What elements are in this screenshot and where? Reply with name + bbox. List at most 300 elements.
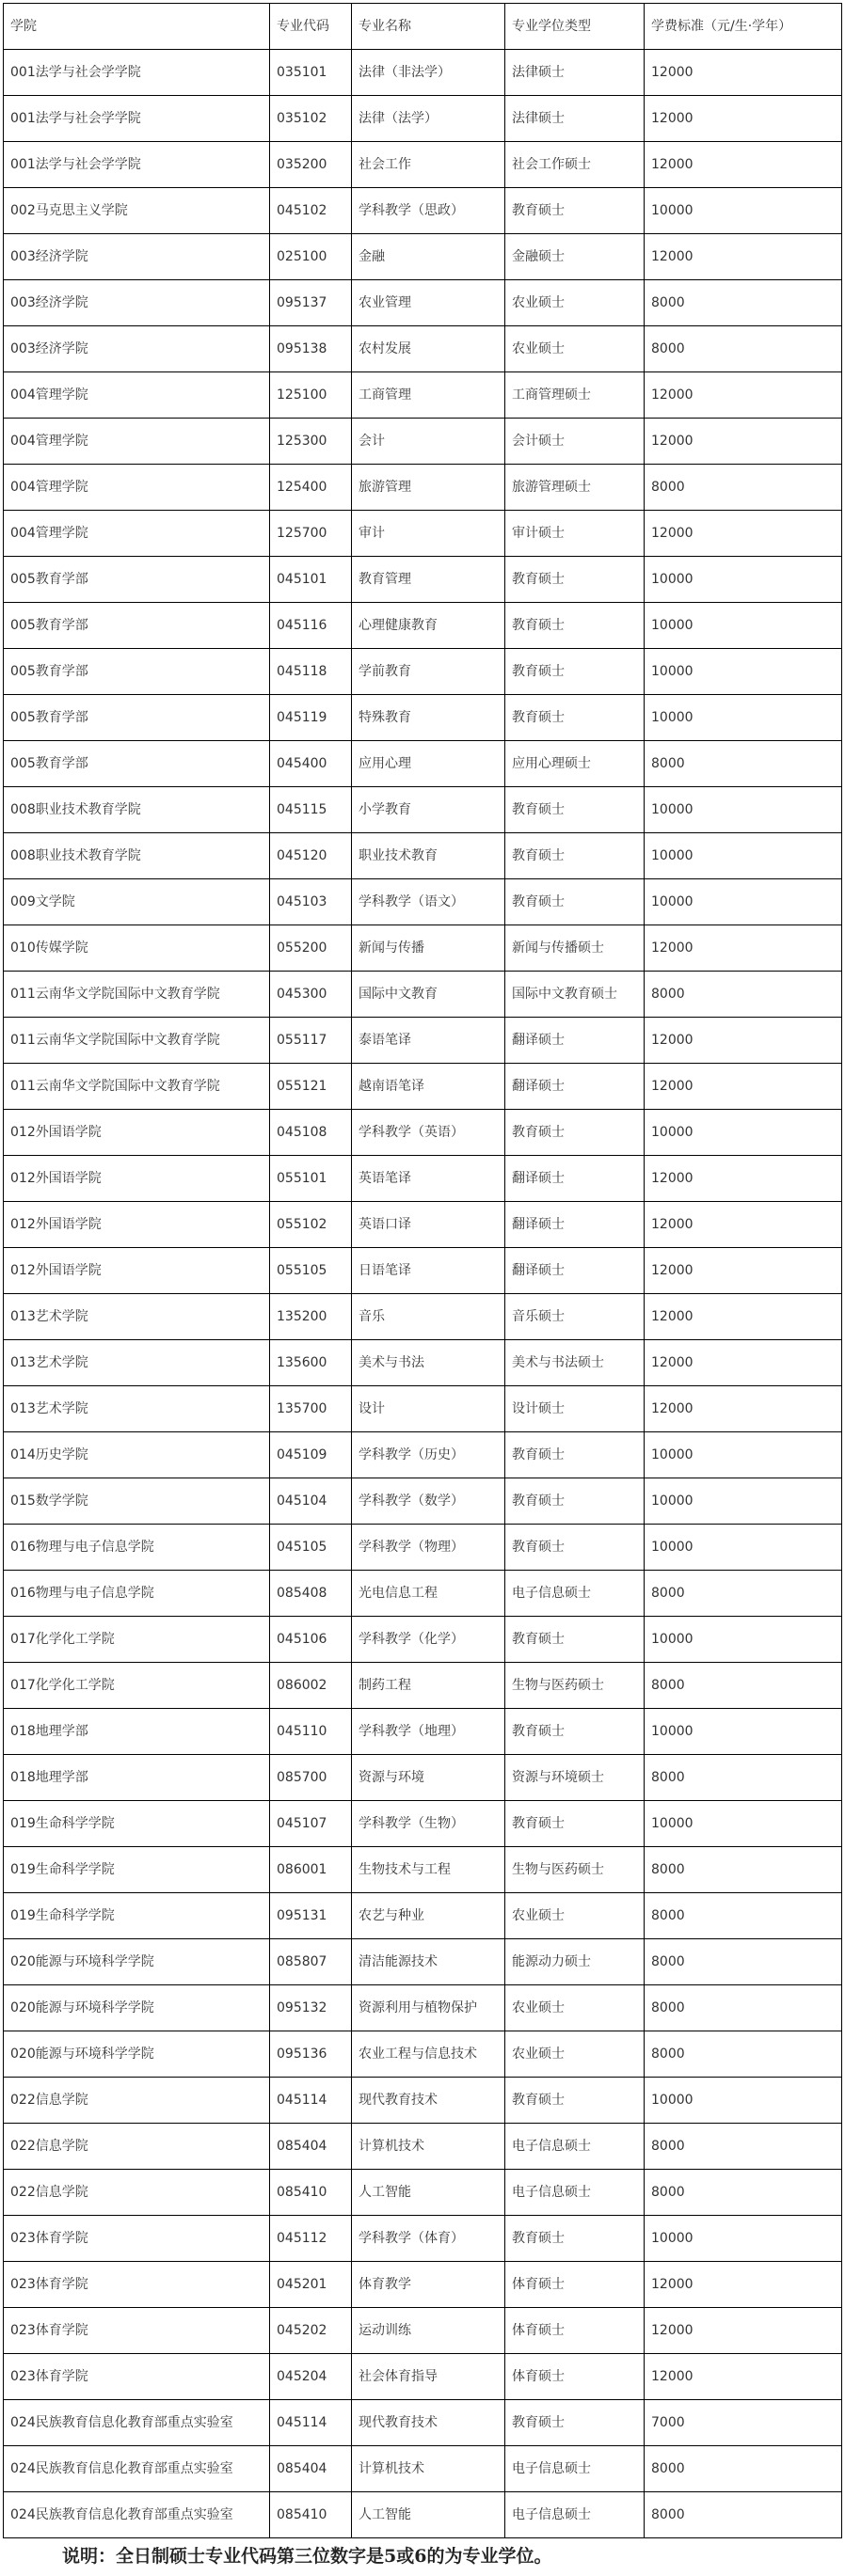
cell-major-code: 095138 [270, 326, 352, 372]
cell-major-name: 人工智能 [352, 2492, 505, 2538]
cell-college: 022信息学院 [4, 2170, 270, 2216]
cell-major-code: 085700 [270, 1755, 352, 1801]
cell-degree-type: 美术与书法硕士 [505, 1340, 645, 1386]
cell-college: 005教育学部 [4, 649, 270, 695]
table-row [4, 2031, 842, 2078]
cell-college: 001法学与社会学学院 [4, 96, 270, 142]
cell-college: 012外国语学院 [4, 1202, 270, 1248]
header-tuition-fee: 学费标准（元/生·学年） [645, 4, 842, 50]
cell-major-name: 金融 [352, 234, 505, 280]
cell-major-name: 泰语笔译 [352, 1018, 505, 1064]
table-row [4, 1755, 842, 1801]
cell-tuition-fee: 12000 [645, 2308, 842, 2354]
table-row [4, 1064, 842, 1110]
cell-degree-type: 教育硕士 [505, 1617, 645, 1663]
cell-major-name: 学科教学（化学） [352, 1617, 505, 1663]
cell-major-name: 学前教育 [352, 649, 505, 695]
cell-major-code: 045116 [270, 603, 352, 649]
cell-major-name: 体育教学 [352, 2262, 505, 2308]
cell-college: 011云南华文学院国际中文教育学院 [4, 1018, 270, 1064]
cell-college: 019生命科学学院 [4, 1893, 270, 1939]
cell-major-code: 125300 [270, 419, 352, 465]
cell-major-name: 学科教学（英语） [352, 1110, 505, 1156]
table-row [4, 1386, 842, 1432]
cell-major-code: 045119 [270, 695, 352, 741]
cell-college: 003经济学院 [4, 280, 270, 326]
cell-degree-type: 体育硕士 [505, 2262, 645, 2308]
cell-major-code: 095131 [270, 1893, 352, 1939]
cell-tuition-fee: 12000 [645, 96, 842, 142]
cell-college: 018地理学部 [4, 1709, 270, 1755]
cell-major-name: 现代教育技术 [352, 2078, 505, 2124]
cell-major-code: 135700 [270, 1386, 352, 1432]
cell-degree-type: 翻译硕士 [505, 1202, 645, 1248]
cell-major-code: 095137 [270, 280, 352, 326]
cell-degree-type: 教育硕士 [505, 1478, 645, 1525]
cell-college: 024民族教育信息化教育部重点实验室 [4, 2492, 270, 2538]
cell-tuition-fee: 8000 [645, 1571, 842, 1617]
cell-college: 009文学院 [4, 879, 270, 925]
cell-major-name: 学科教学（生物） [352, 1801, 505, 1847]
table-row [4, 96, 842, 142]
cell-tuition-fee: 10000 [645, 1432, 842, 1478]
cell-degree-type: 电子信息硕士 [505, 1571, 645, 1617]
table-row [4, 2446, 842, 2492]
cell-degree-type: 农业硕士 [505, 1893, 645, 1939]
cell-college: 013艺术学院 [4, 1294, 270, 1340]
table-row [4, 142, 842, 188]
cell-tuition-fee: 12000 [645, 1018, 842, 1064]
cell-degree-type: 教育硕士 [505, 603, 645, 649]
cell-tuition-fee: 12000 [645, 50, 842, 96]
cell-major-name: 人工智能 [352, 2170, 505, 2216]
cell-degree-type: 翻译硕士 [505, 1156, 645, 1202]
cell-degree-type: 体育硕士 [505, 2354, 645, 2400]
cell-major-code: 045120 [270, 833, 352, 879]
cell-major-code: 086002 [270, 1663, 352, 1709]
cell-degree-type: 旅游管理硕士 [505, 465, 645, 511]
cell-college: 005教育学部 [4, 603, 270, 649]
cell-college: 004管理学院 [4, 419, 270, 465]
cell-tuition-fee: 8000 [645, 1755, 842, 1801]
cell-tuition-fee: 12000 [645, 2354, 842, 2400]
table-row [4, 972, 842, 1018]
cell-major-name: 学科教学（地理） [352, 1709, 505, 1755]
cell-college: 023体育学院 [4, 2354, 270, 2400]
cell-major-name: 计算机技术 [352, 2446, 505, 2492]
cell-degree-type: 法律硕士 [505, 96, 645, 142]
cell-degree-type: 审计硕士 [505, 511, 645, 557]
table-row [4, 2492, 842, 2538]
cell-degree-type: 设计硕士 [505, 1386, 645, 1432]
cell-major-code: 035200 [270, 142, 352, 188]
cell-college: 019生命科学学院 [4, 1847, 270, 1893]
cell-tuition-fee: 10000 [645, 603, 842, 649]
cell-major-name: 应用心理 [352, 741, 505, 787]
cell-tuition-fee: 8000 [645, 465, 842, 511]
cell-major-code: 045114 [270, 2078, 352, 2124]
cell-major-name: 法律（法学） [352, 96, 505, 142]
cell-major-code: 045106 [270, 1617, 352, 1663]
cell-major-name: 美术与书法 [352, 1340, 505, 1386]
cell-college: 015数学学院 [4, 1478, 270, 1525]
cell-major-name: 现代教育技术 [352, 2400, 505, 2446]
table-row [4, 1617, 842, 1663]
table-row [4, 603, 842, 649]
cell-major-code: 045109 [270, 1432, 352, 1478]
cell-major-name: 制药工程 [352, 1663, 505, 1709]
cell-college: 012外国语学院 [4, 1110, 270, 1156]
cell-major-name: 设计 [352, 1386, 505, 1432]
cell-degree-type: 教育硕士 [505, 2078, 645, 2124]
table-row [4, 280, 842, 326]
cell-major-name: 清洁能源技术 [352, 1939, 505, 1985]
cell-degree-type: 金融硕士 [505, 234, 645, 280]
cell-tuition-fee: 10000 [645, 787, 842, 833]
cell-major-name: 农业管理 [352, 280, 505, 326]
cell-degree-type: 电子信息硕士 [505, 2492, 645, 2538]
table-row [4, 695, 842, 741]
cell-major-name: 法律（非法学） [352, 50, 505, 96]
cell-tuition-fee: 10000 [645, 1110, 842, 1156]
cell-tuition-fee: 12000 [645, 142, 842, 188]
cell-major-name: 英语笔译 [352, 1156, 505, 1202]
cell-college: 020能源与环境科学学院 [4, 1939, 270, 1985]
cell-degree-type: 翻译硕士 [505, 1064, 645, 1110]
cell-tuition-fee: 12000 [645, 1156, 842, 1202]
cell-major-name: 特殊教育 [352, 695, 505, 741]
table-row [4, 1110, 842, 1156]
cell-degree-type: 工商管理硕士 [505, 372, 645, 419]
cell-tuition-fee: 10000 [645, 1709, 842, 1755]
cell-tuition-fee: 8000 [645, 1939, 842, 1985]
cell-college: 022信息学院 [4, 2124, 270, 2170]
table-row [4, 1847, 842, 1893]
table-row [4, 1478, 842, 1525]
cell-major-code: 085408 [270, 1571, 352, 1617]
table-row [4, 2078, 842, 2124]
table-row [4, 649, 842, 695]
cell-major-code: 045104 [270, 1478, 352, 1525]
cell-major-code: 125400 [270, 465, 352, 511]
cell-degree-type: 教育硕士 [505, 649, 645, 695]
cell-degree-type: 农业硕士 [505, 326, 645, 372]
cell-major-name: 学科教学（历史） [352, 1432, 505, 1478]
cell-degree-type: 会计硕士 [505, 419, 645, 465]
cell-major-code: 045201 [270, 2262, 352, 2308]
cell-major-name: 生物技术与工程 [352, 1847, 505, 1893]
cell-major-code: 125700 [270, 511, 352, 557]
cell-major-code: 045107 [270, 1801, 352, 1847]
table-row [4, 925, 842, 972]
cell-major-code: 085410 [270, 2492, 352, 2538]
table-row [4, 1663, 842, 1709]
cell-college: 019生命科学学院 [4, 1801, 270, 1847]
cell-degree-type: 翻译硕士 [505, 1248, 645, 1294]
cell-degree-type: 教育硕士 [505, 833, 645, 879]
cell-tuition-fee: 8000 [645, 2492, 842, 2538]
table-row [4, 188, 842, 234]
cell-college: 023体育学院 [4, 2262, 270, 2308]
cell-major-name: 计算机技术 [352, 2124, 505, 2170]
cell-tuition-fee: 12000 [645, 511, 842, 557]
table-row [4, 557, 842, 603]
cell-college: 024民族教育信息化教育部重点实验室 [4, 2400, 270, 2446]
cell-tuition-fee: 12000 [645, 925, 842, 972]
cell-degree-type: 资源与环境硕士 [505, 1755, 645, 1801]
cell-degree-type: 教育硕士 [505, 879, 645, 925]
cell-degree-type: 能源动力硕士 [505, 1939, 645, 1985]
cell-tuition-fee: 12000 [645, 1294, 842, 1340]
cell-major-name: 新闻与传播 [352, 925, 505, 972]
cell-tuition-fee: 10000 [645, 1801, 842, 1847]
cell-college: 005教育学部 [4, 557, 270, 603]
cell-degree-type: 教育硕士 [505, 695, 645, 741]
table-row [4, 465, 842, 511]
cell-major-name: 社会体育指导 [352, 2354, 505, 2400]
cell-major-name: 越南语笔译 [352, 1064, 505, 1110]
cell-major-code: 095132 [270, 1985, 352, 2031]
cell-degree-type: 国际中文教育硕士 [505, 972, 645, 1018]
cell-major-code: 055105 [270, 1248, 352, 1294]
cell-college: 008职业技术教育学院 [4, 787, 270, 833]
cell-college: 020能源与环境科学学院 [4, 2031, 270, 2078]
cell-degree-type: 教育硕士 [505, 1709, 645, 1755]
table-row [4, 741, 842, 787]
cell-degree-type: 教育硕士 [505, 1801, 645, 1847]
cell-major-code: 025100 [270, 234, 352, 280]
cell-college: 005教育学部 [4, 695, 270, 741]
table-header-row [4, 4, 842, 50]
cell-major-name: 教育管理 [352, 557, 505, 603]
cell-degree-type: 农业硕士 [505, 1985, 645, 2031]
cell-major-name: 农业工程与信息技术 [352, 2031, 505, 2078]
cell-degree-type: 电子信息硕士 [505, 2124, 645, 2170]
table-row [4, 2400, 842, 2446]
table-row [4, 1709, 842, 1755]
cell-major-name: 音乐 [352, 1294, 505, 1340]
cell-major-name: 资源利用与植物保护 [352, 1985, 505, 2031]
cell-degree-type: 教育硕士 [505, 1525, 645, 1571]
table-row [4, 511, 842, 557]
header-college: 学院 [4, 4, 270, 50]
table-row [4, 1985, 842, 2031]
cell-major-code: 045108 [270, 1110, 352, 1156]
table-row [4, 2354, 842, 2400]
cell-degree-type: 音乐硕士 [505, 1294, 645, 1340]
cell-college: 014历史学院 [4, 1432, 270, 1478]
cell-degree-type: 教育硕士 [505, 1110, 645, 1156]
table-row [4, 2124, 842, 2170]
cell-tuition-fee: 12000 [645, 1248, 842, 1294]
cell-major-name: 学科教学（物理） [352, 1525, 505, 1571]
cell-college: 013艺术学院 [4, 1340, 270, 1386]
cell-major-code: 045102 [270, 188, 352, 234]
table-row [4, 326, 842, 372]
table-row [4, 1939, 842, 1985]
cell-degree-type: 电子信息硕士 [505, 2446, 645, 2492]
cell-tuition-fee: 8000 [645, 1663, 842, 1709]
cell-tuition-fee: 12000 [645, 372, 842, 419]
cell-major-code: 045114 [270, 2400, 352, 2446]
cell-college: 012外国语学院 [4, 1248, 270, 1294]
table-row [4, 1340, 842, 1386]
table-row [4, 1248, 842, 1294]
cell-degree-type: 农业硕士 [505, 280, 645, 326]
cell-degree-type: 生物与医药硕士 [505, 1663, 645, 1709]
table-row [4, 2308, 842, 2354]
footnote: 说明：全日制硕士专业代码第三位数字是5或6的为专业学位。 [62, 2546, 552, 2567]
cell-degree-type: 生物与医药硕士 [505, 1847, 645, 1893]
cell-major-code: 045105 [270, 1525, 352, 1571]
cell-college: 017化学化工学院 [4, 1663, 270, 1709]
table-row [4, 1432, 842, 1478]
table-row [4, 1801, 842, 1847]
cell-tuition-fee: 8000 [645, 1985, 842, 2031]
cell-major-name: 资源与环境 [352, 1755, 505, 1801]
cell-major-code: 045204 [270, 2354, 352, 2400]
cell-college: 001法学与社会学学院 [4, 142, 270, 188]
cell-degree-type: 电子信息硕士 [505, 2170, 645, 2216]
cell-tuition-fee: 12000 [645, 2262, 842, 2308]
table-row [4, 372, 842, 419]
cell-college: 023体育学院 [4, 2308, 270, 2354]
cell-college: 008职业技术教育学院 [4, 833, 270, 879]
cell-college: 004管理学院 [4, 372, 270, 419]
cell-major-name: 国际中文教育 [352, 972, 505, 1018]
cell-college: 020能源与环境科学学院 [4, 1985, 270, 2031]
table-row [4, 1294, 842, 1340]
table-row [4, 419, 842, 465]
table-row [4, 234, 842, 280]
cell-major-code: 055117 [270, 1018, 352, 1064]
table-row [4, 2262, 842, 2308]
cell-major-code: 055200 [270, 925, 352, 972]
cell-major-code: 055101 [270, 1156, 352, 1202]
cell-major-name: 农村发展 [352, 326, 505, 372]
cell-college: 004管理学院 [4, 511, 270, 557]
header-major-code: 专业代码 [270, 4, 352, 50]
cell-major-name: 光电信息工程 [352, 1571, 505, 1617]
header-major-name: 专业名称 [352, 4, 505, 50]
cell-tuition-fee: 8000 [645, 2446, 842, 2492]
cell-major-name: 审计 [352, 511, 505, 557]
cell-tuition-fee: 10000 [645, 833, 842, 879]
cell-major-code: 045115 [270, 787, 352, 833]
cell-degree-type: 教育硕士 [505, 1432, 645, 1478]
cell-major-code: 045202 [270, 2308, 352, 2354]
cell-major-code: 085404 [270, 2446, 352, 2492]
cell-college: 011云南华文学院国际中文教育学院 [4, 972, 270, 1018]
cell-degree-type: 教育硕士 [505, 2400, 645, 2446]
cell-major-code: 095136 [270, 2031, 352, 2078]
table-row [4, 1018, 842, 1064]
cell-tuition-fee: 8000 [645, 1893, 842, 1939]
cell-degree-type: 新闻与传播硕士 [505, 925, 645, 972]
cell-major-code: 055102 [270, 1202, 352, 1248]
cell-tuition-fee: 12000 [645, 419, 842, 465]
cell-tuition-fee: 8000 [645, 280, 842, 326]
cell-tuition-fee: 10000 [645, 188, 842, 234]
cell-tuition-fee: 12000 [645, 1340, 842, 1386]
cell-tuition-fee: 8000 [645, 972, 842, 1018]
cell-major-name: 工商管理 [352, 372, 505, 419]
cell-major-code: 035102 [270, 96, 352, 142]
table-row [4, 1156, 842, 1202]
cell-major-name: 日语笔译 [352, 1248, 505, 1294]
table-row [4, 1202, 842, 1248]
cell-tuition-fee: 10000 [645, 879, 842, 925]
cell-major-code: 085404 [270, 2124, 352, 2170]
cell-tuition-fee: 10000 [645, 2216, 842, 2262]
cell-tuition-fee: 10000 [645, 2078, 842, 2124]
cell-degree-type: 教育硕士 [505, 2216, 645, 2262]
cell-major-code: 085410 [270, 2170, 352, 2216]
cell-college: 005教育学部 [4, 741, 270, 787]
cell-major-code: 055121 [270, 1064, 352, 1110]
table-row [4, 2170, 842, 2216]
cell-degree-type: 教育硕士 [505, 188, 645, 234]
cell-college: 002马克思主义学院 [4, 188, 270, 234]
cell-tuition-fee: 8000 [645, 2170, 842, 2216]
cell-major-code: 045112 [270, 2216, 352, 2262]
cell-tuition-fee: 8000 [645, 741, 842, 787]
cell-tuition-fee: 12000 [645, 1064, 842, 1110]
cell-tuition-fee: 10000 [645, 557, 842, 603]
cell-tuition-fee: 8000 [645, 1847, 842, 1893]
cell-college: 012外国语学院 [4, 1156, 270, 1202]
table-body [4, 50, 842, 2538]
cell-college: 022信息学院 [4, 2078, 270, 2124]
cell-tuition-fee: 12000 [645, 234, 842, 280]
cell-tuition-fee: 7000 [645, 2400, 842, 2446]
cell-college: 013艺术学院 [4, 1386, 270, 1432]
cell-major-code: 045300 [270, 972, 352, 1018]
cell-major-name: 旅游管理 [352, 465, 505, 511]
cell-degree-type: 体育硕士 [505, 2308, 645, 2354]
cell-college: 024民族教育信息化教育部重点实验室 [4, 2446, 270, 2492]
cell-tuition-fee: 10000 [645, 695, 842, 741]
cell-tuition-fee: 10000 [645, 649, 842, 695]
cell-major-name: 学科教学（体育） [352, 2216, 505, 2262]
table-row [4, 833, 842, 879]
cell-major-code: 045400 [270, 741, 352, 787]
cell-college: 001法学与社会学学院 [4, 50, 270, 96]
cell-major-name: 英语口译 [352, 1202, 505, 1248]
cell-degree-type: 法律硕士 [505, 50, 645, 96]
cell-major-code: 085807 [270, 1939, 352, 1985]
cell-college: 003经济学院 [4, 234, 270, 280]
cell-college: 023体育学院 [4, 2216, 270, 2262]
cell-tuition-fee: 8000 [645, 2124, 842, 2170]
cell-college: 004管理学院 [4, 465, 270, 511]
table-row [4, 2216, 842, 2262]
cell-college: 016物理与电子信息学院 [4, 1525, 270, 1571]
cell-major-name: 小学教育 [352, 787, 505, 833]
table-row [4, 787, 842, 833]
cell-major-name: 学科教学（语文） [352, 879, 505, 925]
cell-college: 011云南华文学院国际中文教育学院 [4, 1064, 270, 1110]
cell-major-name: 农艺与种业 [352, 1893, 505, 1939]
header-degree-type: 专业学位类型 [505, 4, 645, 50]
cell-major-code: 045110 [270, 1709, 352, 1755]
cell-major-code: 086001 [270, 1847, 352, 1893]
cell-degree-type: 应用心理硕士 [505, 741, 645, 787]
cell-degree-type: 社会工作硕士 [505, 142, 645, 188]
table-row [4, 1893, 842, 1939]
cell-major-code: 135200 [270, 1294, 352, 1340]
cell-major-code: 035101 [270, 50, 352, 96]
